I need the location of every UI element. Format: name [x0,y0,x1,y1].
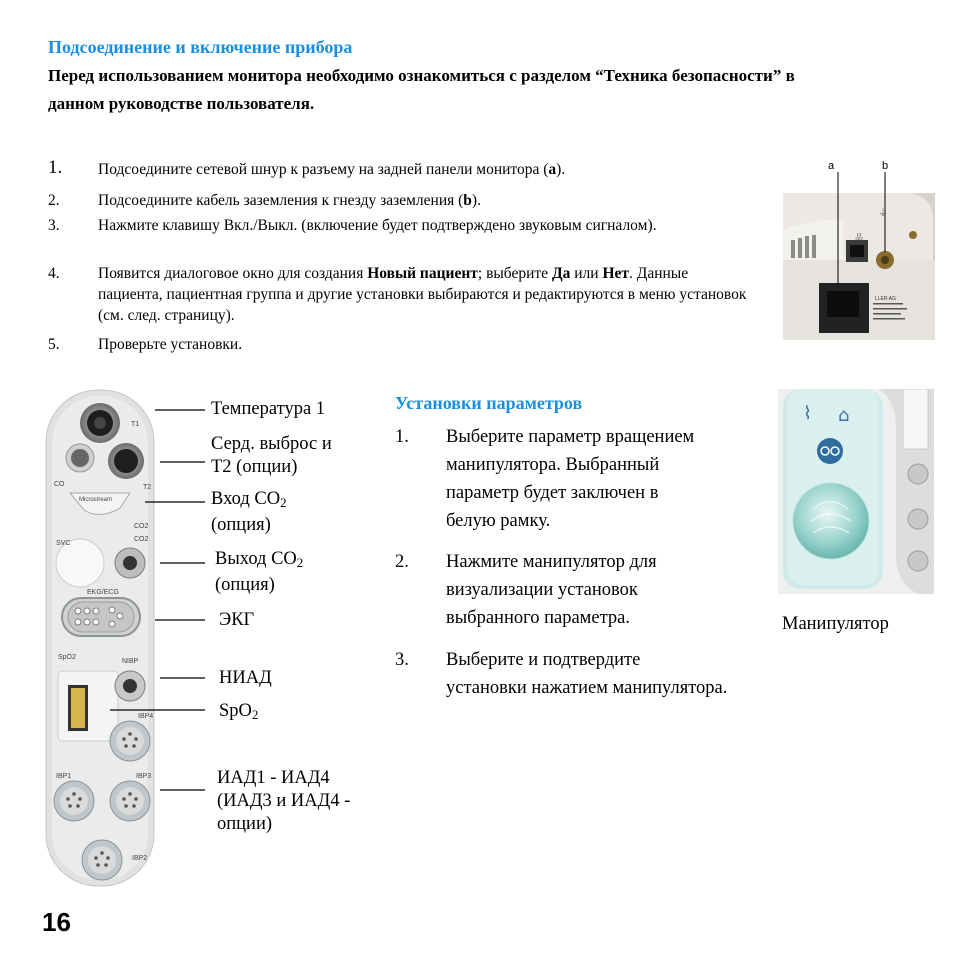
svg-text:⌇: ⌇ [803,403,812,424]
intro-text: Перед использованием монитора необходимо ознакомиться с разделом “Техника безопасности” в данном руководстве пользователя. [48,66,795,113]
step-text: ; выберите [477,265,552,282]
settings-line: Нажмите манипулятор для [446,552,657,572]
settings-line: белую рамку. [446,511,551,531]
step-bold: Новый пациент [367,265,478,282]
label-co2in-sub: 2 [280,495,287,510]
settings-line: Выберите параметр вращением [446,427,695,447]
step-number: 5. [48,336,60,353]
step-text: Появится диалоговое окно для создания [98,265,368,282]
step-number: 4. [48,265,60,282]
print-nibp: NIBP [122,658,139,665]
label-nibp: НИАД [219,668,272,688]
knob-illustration [778,389,934,594]
label-ibp-line3: опции) [217,814,273,834]
label-ibp [217,767,350,836]
step-bold: a [548,161,557,178]
label-ecg: ЭКГ [219,610,255,630]
label-co2out-option: (опция) [215,575,275,595]
step-bold: Нет [602,265,630,282]
rear-brand-text: LLER AG [875,296,896,302]
step-number: 3. [48,217,60,234]
settings-number: 2. [395,552,409,572]
svg-text:⏚: ⏚ [878,208,888,219]
label-co2out-sub: 2 [296,555,304,570]
settings-line: манипулятора. Выбранный [446,455,660,475]
print-spo2: SpO2 [58,654,76,661]
label-ibp-line2: (ИАД3 и ИАД4 - [217,791,351,811]
settings-line: параметр будет заключен в [446,483,659,503]
step-number: 1. [48,157,63,178]
print-ibp1: IBP1 [56,773,72,780]
print-t2: T2 [143,484,152,491]
svg-text:⌂: ⌂ [838,405,850,426]
print-co2b: CO2 [134,536,149,543]
label-b: b [882,160,889,172]
print-t1: T1 [131,421,140,428]
print-ibp3: IBP3 [136,773,152,780]
print-ekg: EKG/ECG [87,589,119,596]
label-ibp-line1: ИАД1 - ИАД4 [217,768,330,788]
label-co-line2: T2 (опции) [211,457,298,477]
settings-title: Установки параметров [395,393,583,413]
step-text: . Данные пациента, пациентная группа и другие установки выбираются и редактируются в меню установок (см. след. страницу). [98,265,747,324]
step-text: Нажмите клавишу Вкл./Выкл. (включение будет подтверждено звуковым сигналом). [98,217,657,234]
rear-panel-photo [783,160,935,340]
print-co2a: CO2 [134,523,149,530]
step-bold: b [463,192,472,209]
label-co2-out [215,548,303,597]
steps-list [48,159,748,359]
section-title: Подсоединение и включение прибора [48,37,353,57]
settings-line: Выберите и подтвердите [446,650,641,670]
label-co2in-option: (опция) [211,515,271,535]
label-spo2 [219,700,258,726]
label-co-line1: Серд. выброс и [211,434,332,454]
print-svc: SVC [56,540,71,547]
settings-line: визуализации установок [446,580,638,600]
rear-panel-illustration [783,160,935,340]
page-number: 16 [42,907,71,937]
step-text: Подсоедините кабель заземления к гнезду заземления ( [98,192,464,209]
callout-lines [100,395,212,795]
print-ibp4: IBP4 [138,713,154,720]
settings-line: выбранного параметра. [446,608,630,628]
svg-text:品: 品 [855,233,863,242]
step-text: ). [471,192,481,209]
step-text: или [570,265,603,282]
print-microstream: Microstream [79,497,113,503]
label-cardiac-output [211,433,332,479]
knob-photo [778,389,934,594]
label-co2-in [211,488,287,537]
settings-line: установки нажатием манипулятора. [446,678,728,698]
print-co: CO [54,481,65,488]
settings-number: 1. [395,427,409,447]
print-ibp2: IBP2 [132,855,148,862]
label-co2out-text: Выход CO [215,549,297,569]
label-spo2-sub: 2 [251,707,259,722]
step-text: Проверьте установки. [98,336,243,353]
step-text: ). [556,161,566,178]
settings-number: 3. [395,650,409,670]
knob-caption: Манипулятор [782,614,889,634]
step-text: Подсоедините сетевой шнур к разъему на задней панели монитора ( [98,161,549,178]
step-number: 2. [48,192,60,209]
step-bold: Да [551,265,571,282]
label-temperature1: Температура 1 [211,399,326,419]
label-spo2-text: SpO [219,701,252,721]
label-a: a [828,160,835,172]
label-co2in-text: Вход CO [211,489,281,509]
